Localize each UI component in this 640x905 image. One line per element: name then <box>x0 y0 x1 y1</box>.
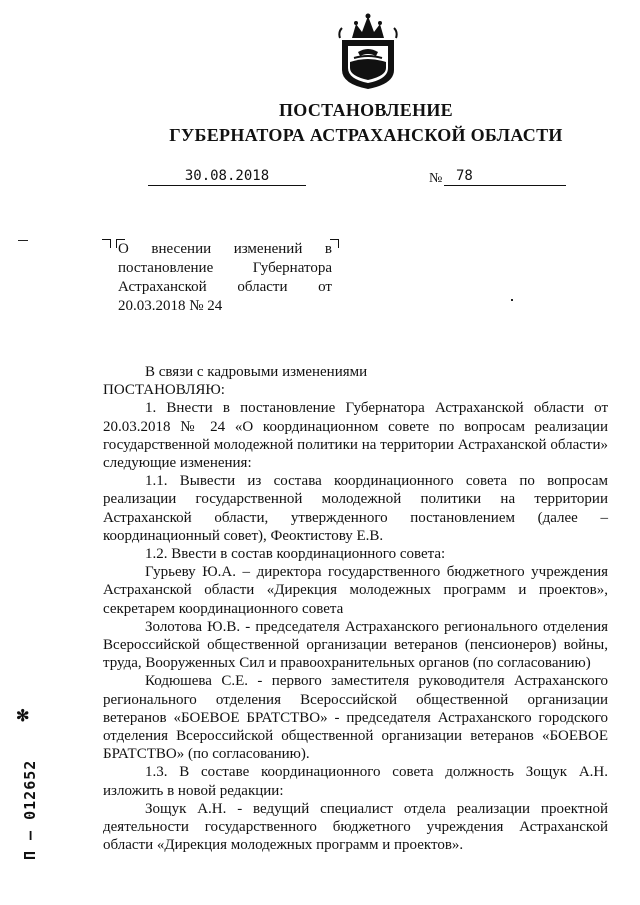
serial-number: П – 012652 <box>21 759 39 860</box>
margin-mark <box>18 240 28 241</box>
stamp-star: ✻ <box>16 708 30 725</box>
document-date: 30.08.2018 <box>148 168 306 186</box>
coat-of-arms-icon <box>338 12 398 90</box>
body-paragraph: 1.3. В составе координационного совета должность Зощук А.Н. изложить в новой редакции: <box>103 764 608 799</box>
document-title-line-2: ГУБЕРНАТОРА АСТРАХАНСКОЙ ОБЛАСТИ <box>169 125 563 145</box>
number-sign: № <box>429 171 443 186</box>
subject-bracket-left <box>102 239 111 248</box>
body-paragraph: Кодюшева С.Е. - первого заместителя руководителя Астраханского регионального отделения Всероссийской общественной организации ветеранов «БОЕВОЕ БРАТСТВО» - председателя Астраханского городского отделения Всероссийской общественной организации ветеранов «БОЕВОЕ БРАТСТВО» (по согласованию). <box>103 673 608 763</box>
body-paragraph: Зощук А.Н. - ведущий специалист отдела реализации проектной деятельности государственного бюджетного учреждения Астраханской области «Дирекция молодежных программ и проектов». <box>103 800 608 854</box>
document-number: 78 <box>444 168 566 186</box>
document-subject <box>118 240 332 316</box>
scan-speck <box>511 299 513 301</box>
document-body <box>103 363 608 854</box>
subject-text: О внесении изменений в постановление Губернатора Астраханской области от 20.03.2018 № 24 <box>118 241 332 314</box>
body-paragraph: 1.1. Вывести из состава координационного совета по вопросам реализации государственной молодежной политики на территории Астраханской области, утвержденного постановлением (далее – координационный совет), Феоктистову Е.В. <box>103 473 608 544</box>
body-paragraph: ПОСТАНОВЛЯЮ: <box>103 382 225 399</box>
body-paragraph: 1. Внести в постановление Губернатора Астраханской области от 20.03.2018 № 24 «О координационном совете по вопросам реализации государственной молодежной политики на территории Астраханской области» следующие изменения: <box>103 400 608 472</box>
body-paragraph: 1.2. Ввести в состав координационного совета: <box>145 546 446 563</box>
serial-stamp <box>20 700 40 860</box>
body-paragraph: Золотова Ю.В. - председателя Астраханского регионального отделения Всероссийской общественной организации ветеранов (пенсионеров) войны, труда, Вооруженных Сил и правоохранительных органов (по согласованию) <box>103 618 608 672</box>
body-paragraph: В связи с кадровыми изменениями <box>145 364 368 380</box>
document-title-line-1: ПОСТАНОВЛЕНИЕ <box>279 100 453 120</box>
body-paragraph: Гурьеву Ю.А. – директора государственного бюджетного учреждения Астраханской области «Дирекция молодежных программ и проектов», секретарем координационного совета <box>103 564 608 617</box>
